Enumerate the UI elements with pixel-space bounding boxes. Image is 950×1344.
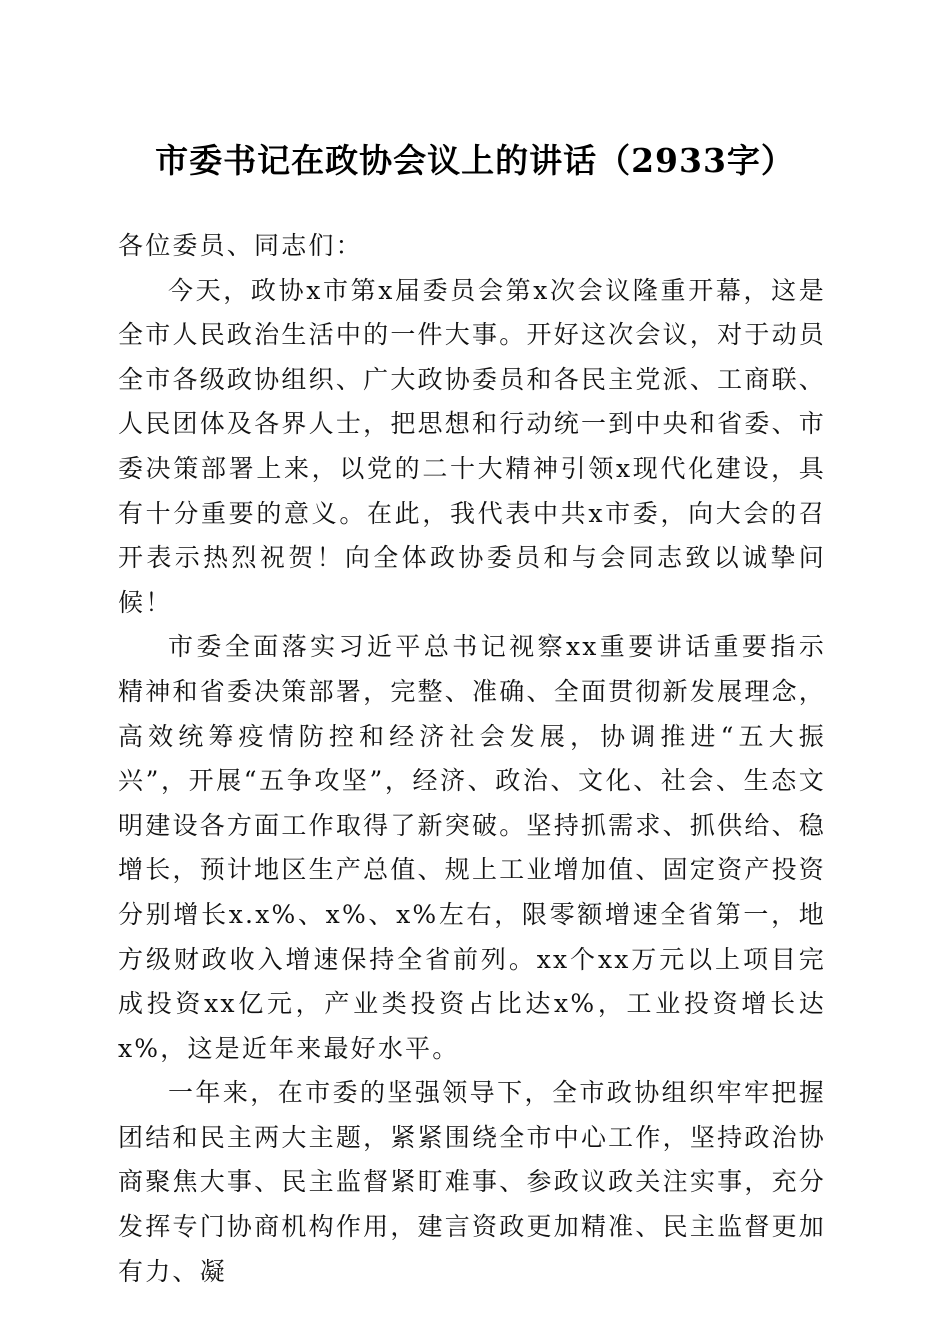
paragraph-cppcc-work: 一年来，在市委的坚强领导下，全市政协组织牢牢把握团结和民主两大主题，紧紧围绕全市中心工作，坚持政治协商聚焦大事、民主监督紧盯难事、参政议政关注实事，充分发挥专门协商机构作用，建言资政更加精准、民主监督更加有力、凝: [118, 1078, 826, 1286]
document-title: 市委书记在政协会议上的讲话（2933字）: [155, 141, 795, 180]
paragraph-achievements: 市委全面落实习近平总书记视察xx重要讲话重要指示精神和省委决策部署，完整、准确、全面贯彻新发展理念，高效统筹疫情防控和经济社会发展，协调推进“五大振兴”，开展“五争攻坚”，经济、政治、文化、社会、生态文明建设各方面工作取得了新突破。坚持抓需求、抓供给、稳增长，预计地区生产总值、规上工业增加值、固定资产投资分别增长x.x%、x%、x%左右，限零额增速全省第一，地方级财政收入增速保持全省前列。xx个xx万元以上项目完成投资xx亿元，产业类投资占比达x%，工业投资增长达x%，这是近年来最好水平。: [118, 632, 826, 1063]
document-body: [118, 224, 826, 1294]
paragraph-opening: 今天，政协x市第x届委员会第x次会议隆重开幕，这是全市人民政治生活中的一件大事。开好这次会议，对于动员全市各级政协组织、广大政协委员和各民主党派、工商联、人民团体及各界人士，把思想和行动统一到中央和省委、市委决策部署上来，以党的二十大精神引领x现代化建设，具有十分重要的意义。在此，我代表中共x市委，向大会的召开表示热烈祝贺！向全体政协委员和与会同志致以诚挚问候！: [118, 275, 826, 617]
salutation: 各位委员、同志们：: [118, 231, 363, 260]
